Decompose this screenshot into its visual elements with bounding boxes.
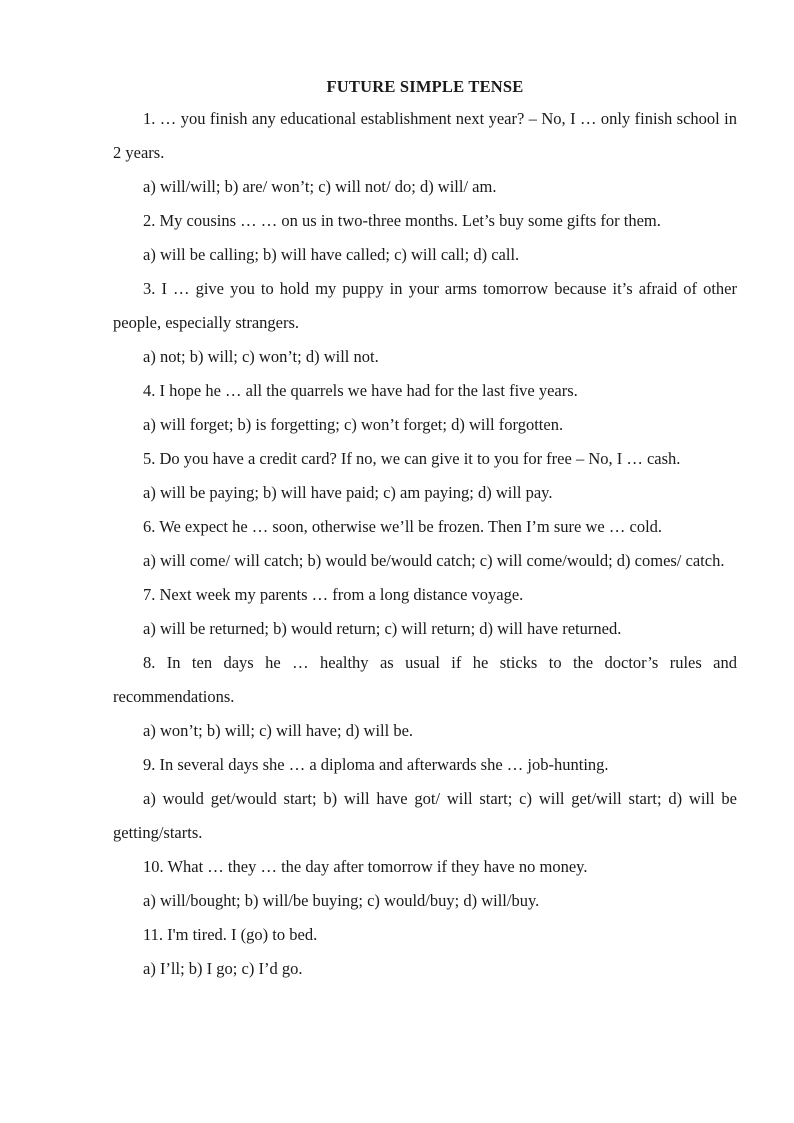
answer-options: a) will be paying; b) will have paid; c) am paying; d) will pay.	[143, 483, 553, 502]
answer-options: a) will be calling; b) will have called; c) will call; d) call.	[143, 245, 520, 264]
question-item	[113, 850, 737, 918]
question-item	[113, 442, 737, 510]
answer-options: a) will be returned; b) would return; c) will return; d) will have returned.	[143, 619, 622, 638]
question-text: 3. I … give you to hold my puppy in your arms tomorrow because it’s afraid of other people, especially strangers.	[113, 279, 737, 332]
question-item	[113, 918, 737, 986]
question-text: 2. My cousins … … on us in two-three months. Let’s buy some gifts for them.	[143, 211, 661, 230]
answer-options: a) will come/ will catch; b) would be/would catch; c) will come/would; d) comes/ catch.	[143, 551, 725, 570]
question-text: 7. Next week my parents … from a long distance voyage.	[143, 585, 524, 604]
question-item	[113, 374, 737, 442]
question-text: 9. In several days she … a diploma and afterwards she … job-hunting.	[143, 755, 609, 774]
answer-options: a) will forget; b) is forgetting; c) won’t forget; d) will forgotten.	[143, 415, 564, 434]
page-title: FUTURE SIMPLE TENSE	[326, 77, 524, 96]
question-item	[113, 510, 737, 578]
question-item	[113, 272, 737, 374]
answer-options: a) I’ll; b) I go; c) I’d go.	[143, 959, 303, 978]
question-item	[113, 578, 737, 646]
question-item	[113, 646, 737, 748]
question-item	[113, 102, 737, 204]
question-text: 1. … you finish any educational establishment next year? – No, I … only finish school in 2 years.	[113, 109, 737, 162]
question-text: 8. In ten days he … healthy as usual if he sticks to the doctor’s rules and recommendations.	[113, 653, 737, 706]
question-list	[113, 102, 737, 986]
answer-options: a) not; b) will; c) won’t; d) will not.	[143, 347, 379, 366]
answer-options: a) won’t; b) will; c) will have; d) will be.	[143, 721, 414, 740]
question-text: 10. What … they … the day after tomorrow if they have no money.	[143, 857, 588, 876]
answer-options: a) will/bought; b) will/be buying; c) would/buy; d) will/buy.	[143, 891, 540, 910]
question-text: 4. I hope he … all the quarrels we have had for the last five years.	[143, 381, 578, 400]
question-text: 6. We expect he … soon, otherwise we’ll be frozen. Then I’m sure we … cold.	[143, 517, 663, 536]
question-text: 11. I'm tired. I (go) to bed.	[143, 925, 318, 944]
question-text: 5. Do you have a credit card? If no, we can give it to you for free – No, I … cash.	[143, 449, 681, 468]
answer-options: a) will/will; b) are/ won’t; c) will not/ do; d) will/ am.	[143, 177, 497, 196]
question-item	[113, 748, 737, 850]
question-item	[113, 204, 737, 272]
answer-options: a) would get/would start; b) will have got/ will start; c) will get/will start; d) will be getting/starts.	[113, 789, 737, 842]
document-page	[113, 72, 737, 986]
